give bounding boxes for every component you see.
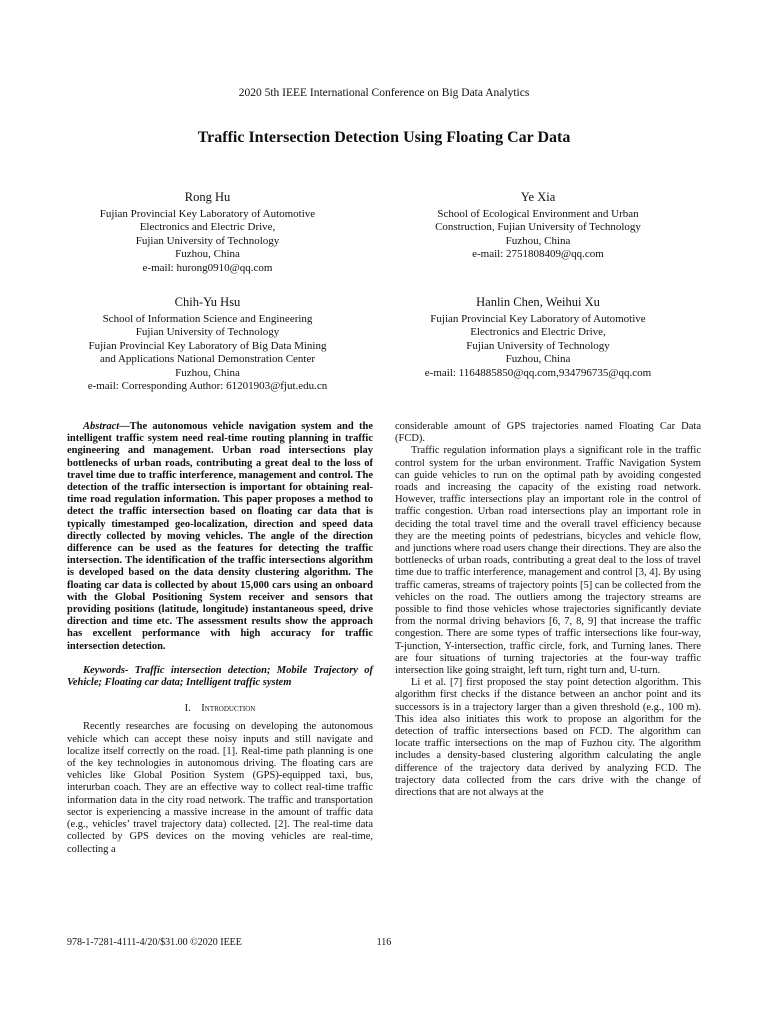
affiliation-line: School of Ecological Environment and Urban xyxy=(437,207,639,220)
page-number: 116 xyxy=(376,937,392,948)
author-block-2 xyxy=(383,191,693,262)
author-block-3 xyxy=(55,296,360,394)
keywords: Keywords- Traffic intersection detection; Mobile Trajectory of Vehicle; Floating car data; Intelligent traffic system xyxy=(67,664,373,689)
affiliation-line: Construction, Fujian University of Technology xyxy=(435,221,641,233)
copyright-footer: 978-1-7281-4111-4/20/$31.00 ©2020 IEEE xyxy=(67,937,242,948)
paper-title: Traffic Intersection Detection Using Floating Car Data xyxy=(197,129,571,146)
conference-header: 2020 5th IEEE International Conference on Big Data Analytics xyxy=(238,87,530,99)
section-title: Introduction xyxy=(201,703,256,715)
body-paragraph: considerable amount of GPS trajectories named Floating Car Data (FCD). xyxy=(395,421,701,445)
body-paragraph: Traffic regulation information plays a significant role in the traffic control system for the urban environment. Traffic Navigation System can guide vehicles to run on the optimal path by avoiding congested roads and increasing the capacity of the existing road network. However, traffic intersections play an important role in the control of traffic congestion. Urban road intersections play an important role in deciding the total travel time and the overall travel efficiency because they are the meeting points of pedestrians, bicycles and vehicle flow, and junctions where road users change their directions. They are also the bottlenecks of urban roads, contributing a great deal to the loss of travel time due to traffic interference, management and control [3, 4]. By using traffic cameras, streams of trajectory points [5] can be collected from the vehicles on the road. The outliers among the trajectory streams are possible to find those vehicles whose trajectories significantly deviate from the normal driving behaviors [6, 7, 8, 9] that increase the traffic congestion. There are some types of traffic intersections like four-way, T-junction, Y-intersection, traffic circle, fork, and Turning lanes. There are four situations of turning trajectories at the four-way traffic intersection like going straight, left turn, right turn and, U-turn. xyxy=(395,445,701,677)
author-block-4 xyxy=(383,296,693,380)
affiliation-line: Fuzhou, China xyxy=(175,366,240,379)
author-email: e-mail: 1164885850@qq.com,934796735@qq.com xyxy=(424,366,652,379)
affiliation-line: Fujian Provincial Key Laboratory of Automotive xyxy=(99,207,316,220)
author-email: e-mail: Corresponding Author: 61201903@fjut.edu.cn xyxy=(87,380,328,392)
affiliation-line: Fuzhou, China xyxy=(175,248,240,260)
affiliation-line: Fuzhou, China xyxy=(505,353,571,365)
abstract-label: Abstract xyxy=(83,421,120,432)
affiliation-line: School of Information Science and Engineering xyxy=(102,312,313,325)
left-column xyxy=(67,421,373,856)
affiliation-line: Electronics and Electric Drive, xyxy=(470,326,606,338)
affiliation-line: Electronics and Electric Drive, xyxy=(139,221,276,233)
affiliation-line: Fujian University of Technology xyxy=(466,339,610,352)
affiliation-line: and Applications National Demonstration Center xyxy=(99,353,316,365)
author-block-1 xyxy=(55,191,360,275)
intro-paragraph: Recently researches are focusing on developing the autonomous vehicle which can accept these noisy inputs and still navigate and localize itself correctly on the road. [1]. Real-time path planning is one of the key technologies in autonomous driving. The floating cars are vehicles like Global Position System (GPS)-equipped taxi, bus, interurban coach. They are an effective way to collect real-time traffic information data in the city road network. The traffic and transportation sector is experiencing a massive increase in the amount of traffic data (e.g., vehicles’ travel trajectory data) collected. [2]. The real-time data collected by GPS devices on the moving vehicles are real-time, collecting a xyxy=(67,721,373,855)
body-paragraph: Li et al. [7] first proposed the stay point detection algorithm. This algorithm first checks if the distance between an anchor point and its successors is in a trajectory larger than a given threshold (e.g., 100 m). This idea also initiates this work to propose an algorithm for the detection of traffic intersections based on FCD. The algorithm can locate traffic intersections on the map of Fuzhou city. The algorithm includes a density-based clustering algorithm calculating the angle difference of the trajectory data derived by analyzing FCD. The trajectory data collected from the cars drive with the change of directions that are not always at the xyxy=(395,677,701,799)
affiliation-line: Fujian University of Technology xyxy=(135,234,280,247)
abstract xyxy=(67,421,373,653)
author-email: e-mail: hurong0910@qq.com xyxy=(142,261,273,274)
affiliation-line: Fujian Provincial Key Laboratory of Automotive xyxy=(430,312,646,325)
section-number: I. xyxy=(184,703,191,715)
affiliation-line: Fuzhou, China xyxy=(505,234,571,247)
abstract-text: —The autonomous vehicle navigation system and the intelligent traffic system need real-time routing planning in traffic engineering and management. Urban road intersections play bottlenecks of urban roads, contributing a great deal to the loss of travel time due to traffic interference, management and control. The detection of the traffic intersection is important for obtaining real-time road regulation information. This paper proposes a method to detect the traffic intersection based on floating car data that is typically timestamped geo-localization, direction and speed data directly collected by moving vehicles. The angle of the direction difference can be used as the features for detecting the traffic intersection. The identification of the traffic intersections algorithm is developed based on the data density clustering algorithm. The floating car data is collected by about 15,000 cars using an onboard with the Global Positioning System receiver and sensors that providing positions (latitude, longitude) instantaneous speed, drive direction and time etc. The assessment results show the approach has excellent performance with high accuracy for traffic intersection detection. xyxy=(67,421,373,652)
affiliation-line: Fujian Provincial Key Laboratory of Big Data Mining xyxy=(88,339,327,352)
author-name: Hanlin Chen, Weihui Xu xyxy=(476,295,600,309)
author-name: Chih-Yu Hsu xyxy=(174,295,241,309)
affiliation-line: Fujian University of Technology xyxy=(135,326,280,338)
author-name: Rong Hu xyxy=(184,190,231,204)
author-name: Ye Xia xyxy=(520,190,556,204)
section-heading xyxy=(67,703,373,715)
right-column xyxy=(395,421,701,799)
author-email: e-mail: 2751808409@qq.com xyxy=(472,248,604,260)
